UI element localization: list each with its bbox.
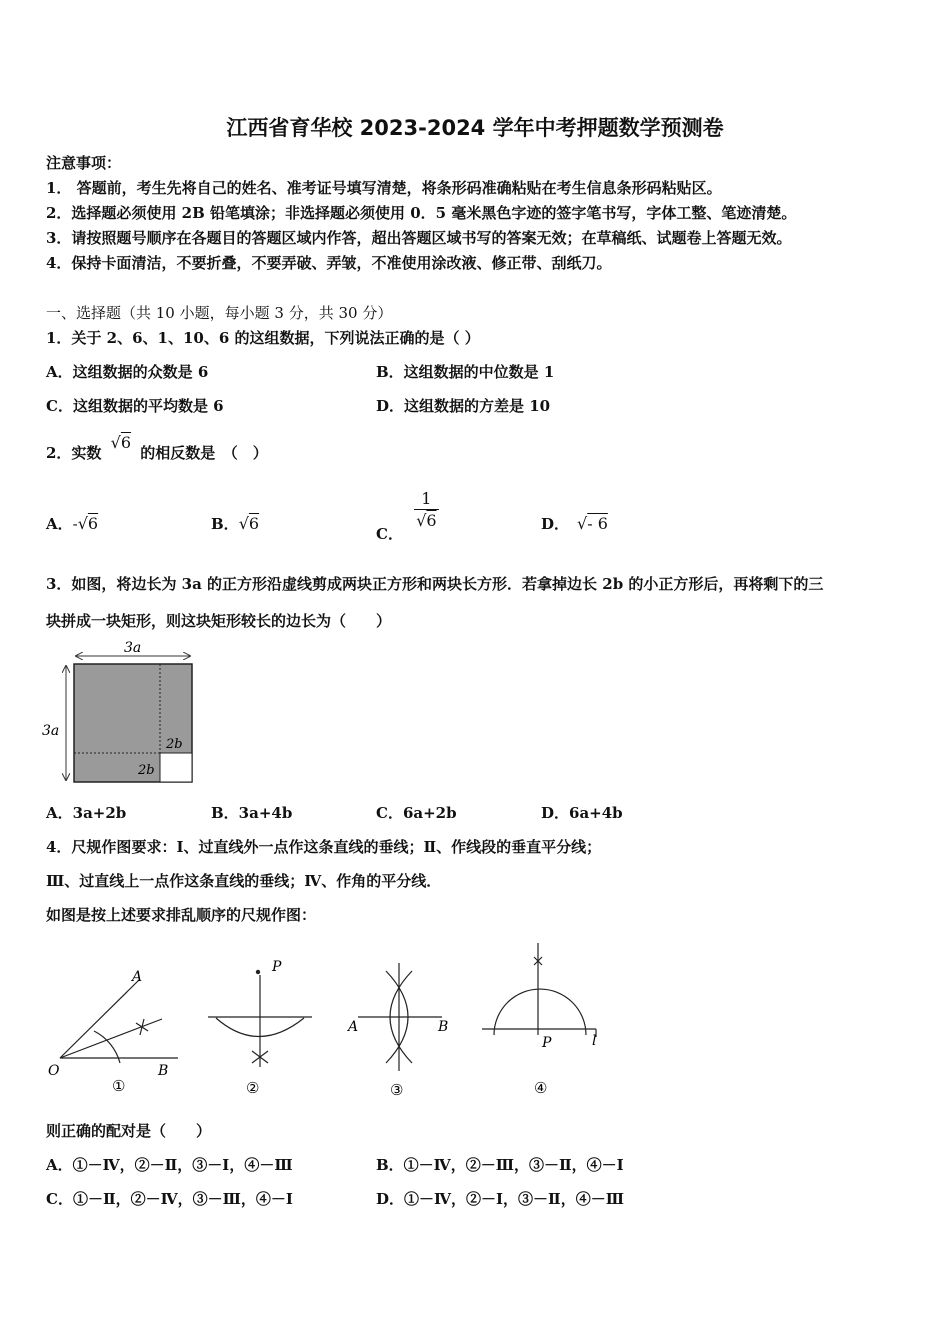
q2-stem-post: 的相反数是 （ ） xyxy=(140,444,268,462)
f3-label-a: A xyxy=(348,1019,359,1035)
f2-label-p: P xyxy=(272,959,282,975)
q4-ask: 则正确的配对是（ ） xyxy=(46,1122,212,1140)
f1-label-b: B xyxy=(158,1063,169,1079)
inner-label-h: 2b xyxy=(138,763,155,778)
f4-label-p: P xyxy=(542,1035,552,1051)
top-label: 3a xyxy=(124,640,142,656)
left-label: 3a xyxy=(42,723,60,739)
q2-option-a: A．-√6 xyxy=(46,514,99,533)
q4-figures xyxy=(40,935,620,1105)
figure-1-angle-bisector xyxy=(60,979,178,1063)
q4-stem-line2: Ⅲ、过直线上一点作这条直线的垂线；Ⅳ、作角的平分线． xyxy=(46,872,442,890)
q2-option-d: D． √- 6 xyxy=(541,514,608,533)
small-square xyxy=(160,753,192,782)
q2-stem xyxy=(46,433,268,463)
section-heading: 一、选择题（共 10 小题，每小题 3 分，共 30 分） xyxy=(46,304,393,322)
q3-option-a: A．3a+2b xyxy=(46,804,127,822)
notice-item-4: 4．保持卡面清洁，不要折叠，不要弄破、弄皱，不准使用涂改液、修正带、刮纸刀。 xyxy=(46,254,612,272)
f4-number: ④ xyxy=(534,1079,548,1097)
notice-item-1: 1． 答题前，考生先将自己的姓名、准考证号填写清楚，将条形码准确粘贴在考生信息条形码粘贴区。 xyxy=(46,179,722,197)
notice-item-3: 3．请按照题号顺序在各题目的答题区域内作答，超出答题区域书写的答案无效；在草稿纸、试题卷上答题无效。 xyxy=(46,229,792,247)
q3-stem-line1: 3．如图，将边长为 3a 的正方形沿虚线剪成两块正方形和两块长方形．若拿掉边长 2b 的小正方形后，再将剩下的三 xyxy=(46,575,824,593)
page-title: 江西省育华校 2023-2024 学年中考押题数学预测卷 xyxy=(226,116,724,140)
q4-option-c: C．①－Ⅱ，②－Ⅳ，③－Ⅲ，④－Ⅰ xyxy=(46,1190,293,1208)
q1-option-d: D．这组数据的方差是 10 xyxy=(376,397,551,415)
f1-label-a: A xyxy=(132,969,143,985)
q2-option-b: B．√6 xyxy=(211,514,260,533)
notice-heading: 注意事项： xyxy=(46,154,122,172)
inner-label-v: 2b xyxy=(166,737,183,752)
q3-option-c: C．6a+2b xyxy=(376,804,457,822)
q4-stem-line3: 如图是按上述要求排乱顺序的尺规作图： xyxy=(46,906,317,924)
q4-option-b: B．①－Ⅳ，②－Ⅲ，③－Ⅱ，④－Ⅰ xyxy=(376,1156,624,1174)
q1-option-c: C．这组数据的平均数是 6 xyxy=(46,397,224,415)
f4-label-l: l xyxy=(592,1033,597,1049)
f3-number: ③ xyxy=(390,1081,404,1099)
f3-label-b: B xyxy=(438,1019,449,1035)
q1-stem: 1．关于 2、6、1、10、6 的这组数据，下列说法正确的是（ ） xyxy=(46,329,480,347)
notice-item-2: 2．选择题必须使用 2B 铅笔填涂；非选择题必须使用 0．5 毫米黑色字迹的签字笔书写，字体工整、笔迹清楚。 xyxy=(46,204,797,222)
q3-stem-line2: 块拼成一块矩形，则这块矩形较长的边长为（ ） xyxy=(46,612,392,630)
q3-option-d: D．6a+4b xyxy=(541,804,623,822)
q2-stem-pre: 2．实数 xyxy=(46,444,102,462)
q2-option-c: C． $\frac{1}{√6}$ xyxy=(376,489,437,543)
f2-number: ② xyxy=(246,1079,260,1097)
q1-option-a: A．这组数据的众数是 6 xyxy=(46,363,209,381)
q4-stem-line1: 4．尺规作图要求：Ⅰ、过直线外一点作这条直线的垂线；Ⅱ、作线段的垂直平分线； xyxy=(46,838,602,856)
q4-option-a: A．①－Ⅳ，②－Ⅱ，③－Ⅰ，④－Ⅲ xyxy=(46,1156,293,1174)
f1-number: ① xyxy=(112,1077,126,1095)
q1-option-b: B．这组数据的中位数是 1 xyxy=(376,363,555,381)
point-p-dot xyxy=(256,970,260,974)
figure-4-perpendicular-at-point xyxy=(482,943,596,1037)
q3-option-b: B．3a+4b xyxy=(211,804,293,822)
q3-figure xyxy=(40,636,210,791)
q4-option-d: D．①－Ⅳ，②－Ⅰ，③－Ⅱ，④－Ⅲ xyxy=(376,1190,624,1208)
f1-label-o: O xyxy=(48,1063,60,1079)
figure-3-perpendicular-bisector xyxy=(358,963,442,1071)
q2-sqrt: √6 xyxy=(110,433,132,452)
figure-2-perpendicular xyxy=(208,975,312,1067)
